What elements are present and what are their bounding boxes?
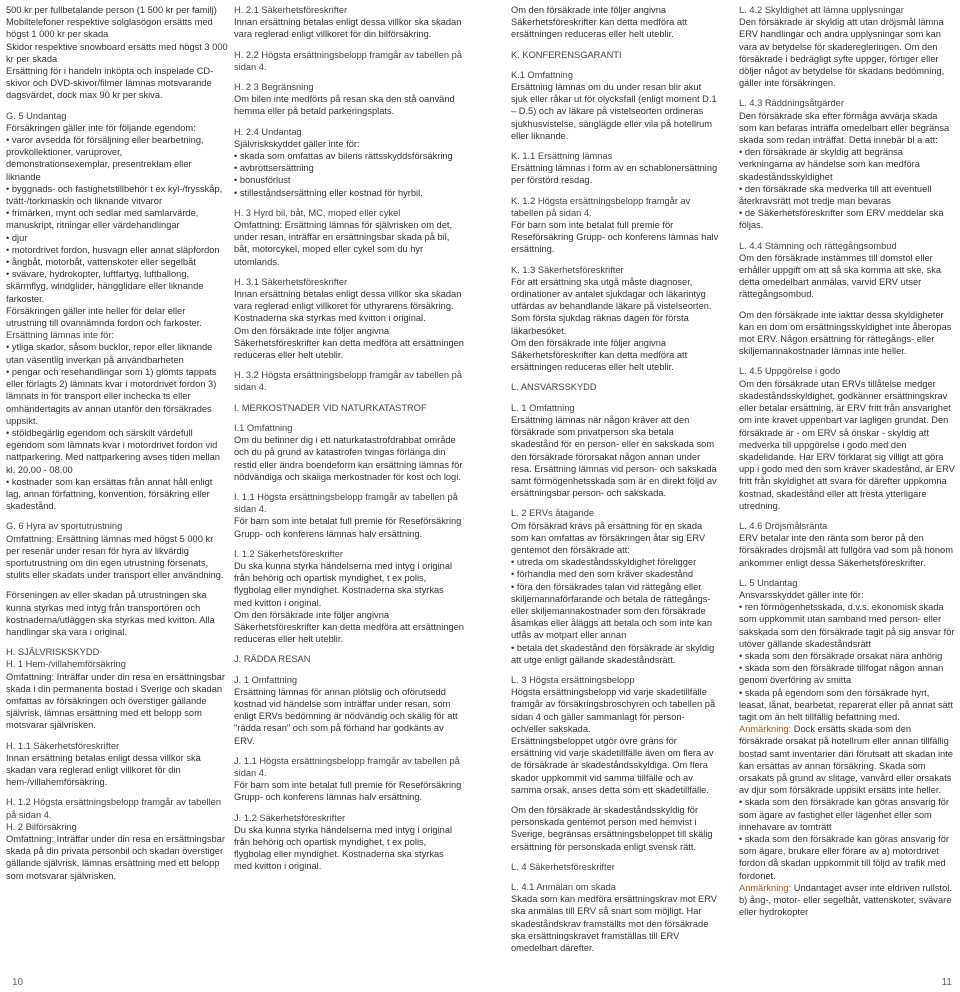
body-paragraph: Om den försäkrade inte följer angivna Säkerhetsföreskrifter kan detta medföra att ersättningen reduceras eller helt uteblir. bbox=[234, 325, 464, 361]
section-heading: K. KONFERENSGARANTI bbox=[511, 49, 622, 60]
section-heading: L. 5 Undantag bbox=[739, 577, 798, 588]
section-heading: H. 1 Hem-/villahemförsäkring bbox=[6, 659, 126, 670]
body-paragraph: Om den försäkrade inte följer angivna Säkerhetsföreskrifter kan detta medföra att ersättningen reduceras eller helt uteblir. bbox=[511, 337, 688, 373]
section-heading: K. 1.3 Säkerhetsföreskrifter bbox=[511, 264, 624, 275]
bullet-item: • skada på egendom som den försäkrade hyrt, leasat, lånat, bearbetat, reparerat eller på annat sätt tagit om än helt tillfällig befattning med. bbox=[739, 687, 953, 722]
body-paragraph: Om den försäkrade inte följer angivna Säkerhetsföreskrifter kan detta medföra att ersättningen reduceras eller helt uteblir. bbox=[511, 5, 688, 40]
body-paragraph: Om bilen inte medförts på resan ska den stå oanvänd hemma eller på betald parkeringsplats. bbox=[234, 94, 455, 117]
body-paragraph: Ersättning lämnas när någon kräver att den försäkrade som privatperson ska betala skadestånd för en person- eller en sakskada som den försäkrade förorsakat någon annan under resa. Ersättning lämnas vid person- och sakskada samt förmögenhetsskada som är en direkt följd av ersättningsbar person- och sakskada. bbox=[511, 414, 717, 499]
section-heading: L. 4.1 Anmälan om skada bbox=[511, 882, 616, 892]
body-paragraph: Självriskskyddet gäller inte för: bbox=[234, 138, 360, 149]
body-paragraph: Omfattning: Inträffar under din resa en ersättningsbar skada på din privata personbil och skadan överstiger gällande självrisk, lämnas ersättning med ett belopp som motsvarar självrisken. bbox=[6, 834, 225, 881]
bullet-item: • föra den försäkrades talan vid rättegång eller skiljemannaförfarande och betala de rättegångs- eller skiljemannakostnader som den försäkrade åsamkas eller åläggs att betala och som inte kan utfås av motpart eller annan bbox=[511, 581, 713, 641]
body-paragraph: Anmärkning: Dock ersätts skada som den försäkrade orsakat på hotellrum eller annan tillfällig bostad samt inventarier däri förutsatt att skadan inte kan ersättas av annan försäkring. Skada som orsakats på grund av slitage, vanvård eller orsakats av djur som försäkrade uppsikt ersätts inte heller. bbox=[739, 724, 953, 796]
body-paragraph: För barn som inte betalat full premie för Reseförsäkring Grupp- och konferens lämnas halv ersättning. bbox=[511, 220, 719, 255]
section-heading: I. MERKOSTNADER VID NATURKATASTROF bbox=[234, 402, 427, 413]
bullet-item: • skada som den försäkrade tillfogat någon annan genom överföring av smitta bbox=[739, 663, 944, 686]
section-heading: G. 6 Hyra av sportutrustning bbox=[6, 521, 123, 532]
body-paragraph: Om den försäkrade är skadeståndsskyldig för personskada gentemot person med hemvist i Sverige, begränsas ersättningsbeloppet till skälig ersättning för personskada enligt svensk rätt. bbox=[511, 804, 713, 852]
section-heading: H. 2 3 Begränsning bbox=[234, 82, 314, 93]
bullet-item: • skada som omfattas av bilens rättsskyddsförsäkring bbox=[234, 151, 453, 162]
section-heading: K.1 Omfattning bbox=[511, 69, 574, 80]
body-paragraph: Om den försäkrade inte följer angivna Säkerhetsföreskrifter kan detta medföra att ersättningen reduceras eller helt uteblir. bbox=[234, 609, 464, 645]
bullet-item: • ytliga skador, såsom bucklor, repor eller liknande utan väsentlig inverkan på användbarheten bbox=[6, 342, 213, 365]
section-heading: H. 3.2 Högsta ersättningsbelopp framgår av tabellen på sidan 4. bbox=[234, 370, 462, 393]
body-paragraph: Den försäkrade är skyldig att utan dröjsmål lämna ERV handlingar och andra upplysningar som kan vara av betydelse för skaderegleringen. Om den försäkrade i bedrägligt syfte uppger, förtiger eller döljer något av betydelse för skadans bedömning, gäller inte försäkringen. bbox=[739, 17, 945, 89]
bullet-item: • motordrivet fordon, husvagn eller annat släpfordon bbox=[6, 244, 220, 255]
body-paragraph: Ersättning lämnas om du under resan blir akut sjuk eller råkar ut för olycksfall (enligt moment D.1 – D.5) och av läkare på vistelseorten ordineras sjukhusvistelse, sänglägde eller vila på hotellrum eller liknande. bbox=[511, 82, 717, 141]
body-paragraph: Om den försäkrade utan ERVs tillåtelse medger skadeståndsskyldighet, godkänner ersättningskrav eller betalar ersättning, är ERV fritt från ansvarighet om inte kravet uppenbart var lagligen grundat. Den försäkrade är - om ERV så önskar - skyldig att medverka till uppgörelse i godo med den skadelidande. Har ERV förklarat sig villigt att göra upp i godo med den som kräver skadestånd, är ERV fritt från skyldighet att svara för därefter uppkomna kostnad, skadestånd eller att fresta ytterligare utredning. bbox=[739, 378, 955, 511]
section-heading: I.1 Omfattning bbox=[234, 422, 293, 433]
section-heading: H. 2.2 Högsta ersättningsbelopp framgår av tabellen på sidan 4. bbox=[234, 49, 462, 72]
body-paragraph: Ersättning för i handeln inköpta och inspelade CD-skivor och DVD-skivor/filmer lämnas motsvarande dagsvärdet, dock max 90 kr per skiva. bbox=[6, 66, 214, 101]
section-heading: H. SJÄLVRISKSKYDD bbox=[6, 647, 100, 658]
body-paragraph: Innan ersättning betalas enligt dessa villkor ska skadan vara reglerad enligt villkoret för din hem-/villahemförsäkring. bbox=[6, 752, 201, 788]
body-paragraph: Ersättning lämnas i form av en schablonersättning per förstörd resdag. bbox=[511, 163, 718, 186]
section-heading: L. 4.4 Stämning och rättegångsombud bbox=[739, 240, 897, 251]
section-heading: L. 1 Omfattning bbox=[511, 402, 575, 413]
section-heading: I. 1.1 Högsta ersättningsbelopp framgår av tabellen på sidan 4. bbox=[234, 491, 458, 515]
body-paragraph: Omfattning: Ersättning lämnas med högst 5 000 kr per resenär under resan för hyra av likvärdig sportutrustning om din egen utrustning försenats, stulits eller skadats under transport eller användning. bbox=[6, 533, 224, 581]
section-heading: J. 1 Omfattning bbox=[234, 674, 298, 685]
body-paragraph: Anmärkning: Undantaget avser inte eldriven rullstol. b) ång-, motor- eller segelbåt, vattenskoter, svävare eller hydrokopter bbox=[739, 882, 952, 918]
body-paragraph: Ansvarsskyddet gäller inte för: bbox=[739, 589, 864, 600]
bullet-item: • den försäkrade är skyldig att begränsa verkningarna av händelse som kan medföra skadeståndsskyldighet bbox=[739, 147, 920, 182]
bullet-item: • byggnads- och fastighetstillbehör t ex kyl-/frysskåp, tvätt-/torkmaskin och liknande vitvaror bbox=[6, 183, 223, 207]
section-heading: J. RÄDDA RESAN bbox=[234, 654, 311, 665]
section-heading: H. 3.1 Säkerhetsföreskrifter bbox=[234, 276, 348, 287]
bullet-item: • djur bbox=[6, 232, 28, 243]
bullet-item: • avbrottsersättning bbox=[234, 163, 314, 174]
bullet-item: • skada som den försäkrade kan göras ansvarig för som ägare, brukare eller förare av a) motordrivet fordon då skadan uppkommit till följd av trafik med fordonet. bbox=[739, 834, 949, 881]
bullet-item: • svävare, hydrokopter, luftfartyg, luftballong, skärmflyg, windglider, hängglidare eller liknande farkoster. bbox=[6, 269, 204, 304]
body-paragraph: Högsta ersättningsbelopp vid varje skadetillfälle framgår av försäkringsbroschyren och tabellen på sidan 4 och gäller sammanlagt för person- och/eller sakskada. bbox=[511, 687, 716, 734]
section-heading: J. 1.1 Högsta ersättningsbelopp framgår av tabellen på sidan 4. bbox=[234, 755, 460, 778]
body-paragraph: Förseningen av eller skadan på utrustningen ska kunna styrkas med intyg från transportören och kostnaderna/utläggen ska styrkas med kvitton. Alla handlingar ska vara i original. bbox=[6, 590, 215, 637]
section-heading: L. ANSVARSSKYDD bbox=[511, 382, 597, 393]
bullet-item: • varor avsedda för försäljning eller bearbetning, provkollektioner, varuprover, demonstrationsexemplar, presentreklam eller liknande bbox=[6, 135, 204, 182]
body-paragraph: Ersättningsbeloppet utgör övre gräns för ersättning vid varje skadetillfälle även om flera av de försäkrade är skadeståndsskyldiga. Om flera skador uppkommit vid samma tillfälle och av samma orsak, anses detta som ett skadetillfälle. bbox=[511, 735, 714, 795]
body-paragraph: Omfattning: Ersättning lämnas för självrisken om det, under resan, inträffar en ersättningsbar skada på bil, båt, motorcykel, moped eller cykel som du hyr utomlands. bbox=[234, 220, 453, 267]
section-heading: J. 1.2 Säkerhetsföreskrifter bbox=[234, 812, 346, 823]
body-paragraph: Om den försäkrade instämmes till domstol eller erhåller uppgift om att så ska komma att ske, ska detta omedelbart anmälas, varvid ERV utser rättegångsombud. bbox=[739, 252, 942, 300]
section-heading: H. 3 Hyrd bil, båt, MC, moped eller cykel bbox=[234, 207, 401, 218]
body-paragraph: Innan ersättning betalas enligt dessa villkor ska skadan vara reglerad enligt villkoret för uthyrarens försäkring. Kostnaderna ska styrkas med kvitton i original. bbox=[234, 289, 462, 324]
section-heading: H. 1.2 Högsta ersättningsbelopp framgår av tabellen på sidan 4. bbox=[6, 797, 221, 820]
column-1 bbox=[6, 4, 228, 882]
section-heading: L. 4.2 Skyldighet att lämna upplysningar bbox=[739, 5, 904, 15]
bullet-item: • betala det skadestånd den försäkrade är skyldig att utge enligt gällande skadeståndsrätt. bbox=[511, 642, 715, 665]
body-paragraph: Om försäkrad krävs på ersättning för en skada som kan omfattas av försäkringen åtar sig ERV gentemot den försäkrade att: bbox=[511, 520, 706, 555]
body-paragraph: Du ska kunna styrka händelserna med intyg i original från behörig och opartisk myndighet, t ex polis, flygbolag eller myndighet. Kostnaderna ska styrkas med kvitton i original. bbox=[234, 824, 453, 872]
body-paragraph: För barn som inte betalat full premie för Reseförsäkring Grupp- och konferens lämnas halv ersättning. bbox=[234, 780, 462, 803]
bullet-item: • skada som den försäkrade kan göras ansvarig för som ägare av fastighet eller lägenhet eller som innehavare av tomträtt bbox=[739, 797, 949, 832]
section-heading: H. 2.1 Säkerhetsföreskrifter bbox=[234, 5, 348, 15]
body-paragraph: För att ersättning ska utgå måste diagnoser, ordinationer av antalet sjukdagar och läkarintyg utfärdas av behandlande läkare på vistelseorten. Som första sjukdag räknas dagen för första läkarbesöket. bbox=[511, 276, 712, 336]
body-paragraph: Innan ersättning betalas enligt dessa villkor ska skadan vara reglerad enligt villkoret för din bilförsäkring. bbox=[234, 17, 462, 40]
section-heading: L. 3 Högsta ersättningsbelopp bbox=[511, 674, 635, 685]
bullet-item: • förhandla med den som kräver skadestånd bbox=[511, 569, 694, 580]
body-paragraph: Mobiltelefoner respektive solglasögon ersätts med högst 1 000 kr per skada bbox=[6, 17, 213, 40]
section-heading: H. 1.1 Säkerhetsföreskrifter bbox=[6, 740, 120, 751]
page-number-right: 11 bbox=[941, 977, 952, 988]
bullet-item: • stöldbegärlig egendom och särskilt värdefull egendom som lämnats kvar i motordrivet fordon vid nattparkering. Med nattparkering avses tiden mellan kl. 20.00 - 08.00 bbox=[6, 427, 220, 475]
section-heading: Ersättning lämnas inte för: bbox=[6, 330, 114, 341]
section-heading: H. 2 Bilförsäkring bbox=[6, 821, 77, 832]
body-paragraph: För barn som inte betalat full premie för Reseförsäkring Grupp- och konferens lämnas halv ersättning. bbox=[234, 516, 462, 539]
body-paragraph: Försäkringen gäller inte för följande egendom: bbox=[6, 122, 196, 133]
body-paragraph: Omfattning: Inträffar under din resa en ersättningsbar skada i din permanenta bostad i Sverige och skadan omfattas av försäkringen och överstiger gällande självrisk, lämnas ersättning med ett belopp som motsvarar självrisken. bbox=[6, 671, 225, 731]
body-paragraph: Ersättning lämnas för annan plötslig och oförutsedd kostnad vid händelse som inträffar under resan, som enligt ERVs bedömning är nödvändig och skälig för att "rädda resan" och som på förhand har godkänts av ERV. bbox=[234, 686, 458, 746]
column-2 bbox=[234, 4, 464, 873]
bullet-item: • bonusförlust bbox=[234, 175, 291, 186]
section-heading: K. 1.1 Ersättning lämnas bbox=[511, 151, 613, 162]
bullet-item: • pengar och resehandlingar som 1) glömts tappats eller förlagts 2) lämnats kvar i motordrivet fordon 3) lämnats in för transport eller inchecka ts eller omhändertagits av annan utanför den försäkrades uppsikt. bbox=[6, 366, 217, 426]
bullet-item: • ångbåt, motorbåt, vattenskoter eller segelbåt bbox=[6, 257, 196, 268]
section-heading: G. 5 Undantag bbox=[6, 110, 67, 121]
body-paragraph: Den försäkrade ska efter förmåga avvärja skada som kan befaras inträffa omedelbart eller begränsa skada som redan inträffat. Detta innebär bl a att: bbox=[739, 110, 950, 146]
bullet-item: • kostnader som kan ersättas från annat håll enligt lag, annan författning, konvention, försäkring eller skadestånd. bbox=[6, 476, 213, 512]
section-heading: L. 4.5 Uppgörelse i godo bbox=[739, 366, 841, 377]
column-4 bbox=[739, 4, 955, 918]
bullet-item: • frimärken, mynt och sedlar med samlarvärde, manuskript, ritningar eller värdehandlingar bbox=[6, 208, 199, 231]
section-heading: K. 1.2 Högsta ersättningsbelopp framgår av tabellen på sidan 4. bbox=[511, 195, 691, 218]
bullet-item: • skada som den försäkrade orsakat nära anhörig bbox=[739, 650, 943, 661]
body-paragraph: Du ska kunna styrka händelserna med intyg i original från behörig och opartisk myndighet, t ex polis, flygbolag eller myndighet. Kostnaderna ska styrkas med kvitton i original. bbox=[234, 560, 453, 608]
section-heading: L. 4.6 Dröjsmålsränta bbox=[739, 520, 828, 531]
section-heading: L. 4 Säkerhetsföreskrifter bbox=[511, 861, 615, 872]
body-paragraph: Skada som kan medföra ersättningskrav mot ERV ska anmälas till ERV så snart som möjligt. Har skadeståndskrav framställts mot den försäkrade ska ersättningskravet framställas till ERV omedelbart därefter. bbox=[511, 894, 718, 954]
bullet-item: • ren förmögenhetsskada, d.v.s. ekonomisk skada som uppkommit utan samband med person- eller sakskada som den försäkrade tagit på sig ansvar för utöver gällande skadeståndsrätt bbox=[739, 602, 955, 649]
bullet-item: • den försäkrade ska medverka till att eventuell återkravsrätt mot tredje man bevaras bbox=[739, 183, 932, 207]
section-heading: H. 2.4 Undantag bbox=[234, 126, 302, 137]
section-heading: L. 4.3 Räddningsåtgärder bbox=[739, 98, 844, 109]
page-number-left: 10 bbox=[12, 977, 24, 988]
body-paragraph: 500 kr per fullbetalande person (1 500 kr per familj) bbox=[6, 5, 217, 15]
body-paragraph: Skidor respektive snowboard ersätts med högst 3 000 kr per skada bbox=[6, 41, 228, 64]
body-paragraph: ERV betalar inte den ränta som beror på den försäkrades dröjsmål att fullgöra vad som på honom ankommer enligt dessa Säkerhetsföreskrifter. bbox=[739, 533, 953, 568]
body-paragraph: Om du befinner dig i ett naturkatastrofdrabbat område och du på grund av katastrofen tvingas förlänga din restid eller ändra boendeform kan ersättning lämnas för nödvändiga och skäliga merkostnader för kost och logi. bbox=[234, 435, 463, 482]
section-heading: I. 1.2 Säkerhetsföreskrifter bbox=[234, 548, 344, 559]
bullet-item: • stilleståndsersättning eller kostnad för hyrbil. bbox=[234, 187, 423, 198]
section-heading: L. 2 ERVs åtagande bbox=[511, 508, 595, 519]
bullet-item: • de Säkerhetsföreskrifter som ERV meddelar ska följas. bbox=[739, 208, 944, 231]
column-3 bbox=[511, 4, 719, 954]
bullet-item: • utreda om skadeståndsskyldighet föreligger bbox=[511, 557, 697, 568]
body-paragraph: Försäkringen gäller inte heller för delar eller utrustning till ovannämnda fordon och farkoster. bbox=[6, 305, 202, 329]
body-paragraph: Om den försäkrade inte iakttar dessa skyldigheter kan en dom om ersättningsskyldighet inte åberopas mot ERV. Någon ersättning för rättegångs- eller skiljemannakostnader lämnas inte heller. bbox=[739, 309, 952, 357]
